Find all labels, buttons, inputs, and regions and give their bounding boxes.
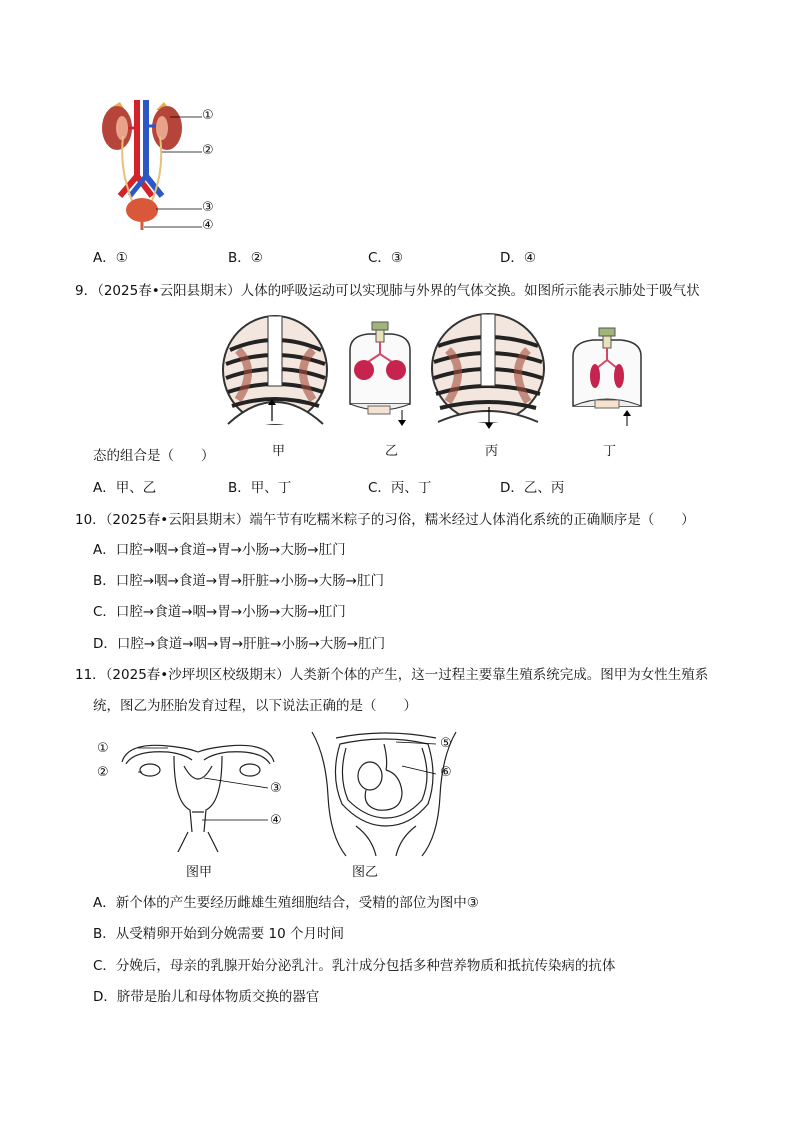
- q11-fig-a-label-4: ④: [270, 813, 282, 828]
- q9-option-a[interactable]: A．甲、乙: [93, 480, 157, 496]
- q11-stem-line-2: 统，图乙为胚胎发育过程，以下说法正确的是（ ）: [93, 698, 417, 714]
- q11-fig-a-label-1: ①: [97, 741, 109, 756]
- arrow-down-icon: [484, 406, 494, 434]
- q11-option-b[interactable]: B．从受精卵开始到分娩需要 10 个月时间: [93, 926, 345, 942]
- q11-stem-line-1: 11．（2025春•沙坪坝区校级期末）人类新个体的产生，这一过程主要靠生殖系统完成。图甲为女性生殖系: [75, 667, 709, 683]
- q9-option-c[interactable]: C．丙、丁: [368, 480, 432, 496]
- q10-option-d[interactable]: D．口腔→食道→咽→胃→肝脏→小肠→大肠→肛门: [93, 636, 386, 652]
- q11-fig-b-label-6: ⑥: [440, 765, 452, 780]
- q9-stem-line-1: 9．（2025春•云阳县期末）人体的呼吸运动可以实现肺与外界的气体交换。如图所示能表示肺处于吸气状: [75, 283, 700, 299]
- q9-fig-label-jia: 甲: [272, 444, 286, 459]
- q9-option-b[interactable]: B．甲、丁: [228, 480, 292, 496]
- q11-option-c[interactable]: C．分娩后，母亲的乳腺开始分泌乳汁。乳汁成分包括多种营养物质和抵抗传染病的抗体: [93, 958, 616, 974]
- q11-fig-a-label-3: ③: [270, 781, 282, 796]
- bell-jar-figure-yi: [340, 320, 420, 430]
- q11-option-a[interactable]: A．新个体的产生要经历雌雄生殖细胞结合，受精的部位为图中③: [93, 895, 479, 911]
- q9-fig-label-yi: 乙: [385, 444, 399, 459]
- q8-label-2: ②: [202, 143, 214, 158]
- arrow-up-icon: [267, 398, 277, 426]
- bell-jar-figure-ding: [565, 326, 650, 430]
- q11-fig-a-label-2: ②: [97, 765, 109, 780]
- q9-option-d[interactable]: D．乙、丙: [500, 480, 565, 496]
- q8-option-d[interactable]: D．④: [500, 250, 536, 266]
- q9-stem-line-2: 态的组合是（ ）: [93, 448, 215, 464]
- q11-fig-a-caption: 图甲: [186, 865, 213, 880]
- q8-option-c[interactable]: C．③: [368, 250, 404, 266]
- female-reproductive-figure: [118, 732, 278, 852]
- q10-stem: 10．（2025春•云阳县期末）端午节有吃糯米粽子的习俗，糯米经过人体消化系统的正确顺序是（ ）: [75, 512, 695, 528]
- q8-label-3: ③: [202, 200, 214, 215]
- q10-option-a[interactable]: A．口腔→咽→食道→胃→小肠→大肠→肛门: [93, 542, 346, 558]
- q8-label-4: ④: [202, 218, 214, 233]
- urinary-system-figure: [90, 96, 250, 236]
- q8-label-1: ①: [202, 108, 214, 123]
- q11-fig-b-caption: 图乙: [352, 865, 379, 880]
- q10-option-c[interactable]: C．口腔→食道→咽→胃→小肠→大肠→肛门: [93, 604, 346, 620]
- q9-fig-label-ding: 丁: [603, 444, 617, 459]
- q11-option-d[interactable]: D．脐带是胎儿和母体物质交换的器官: [93, 989, 320, 1005]
- q8-option-a[interactable]: A．①: [93, 250, 128, 266]
- q10-option-b[interactable]: B．口腔→咽→食道→胃→肝脏→小肠→大肠→肛门: [93, 573, 384, 589]
- q9-fig-label-bing: 丙: [485, 444, 499, 459]
- q11-fig-b-label-5: ⑤: [440, 736, 452, 751]
- q8-option-b[interactable]: B．②: [228, 250, 263, 266]
